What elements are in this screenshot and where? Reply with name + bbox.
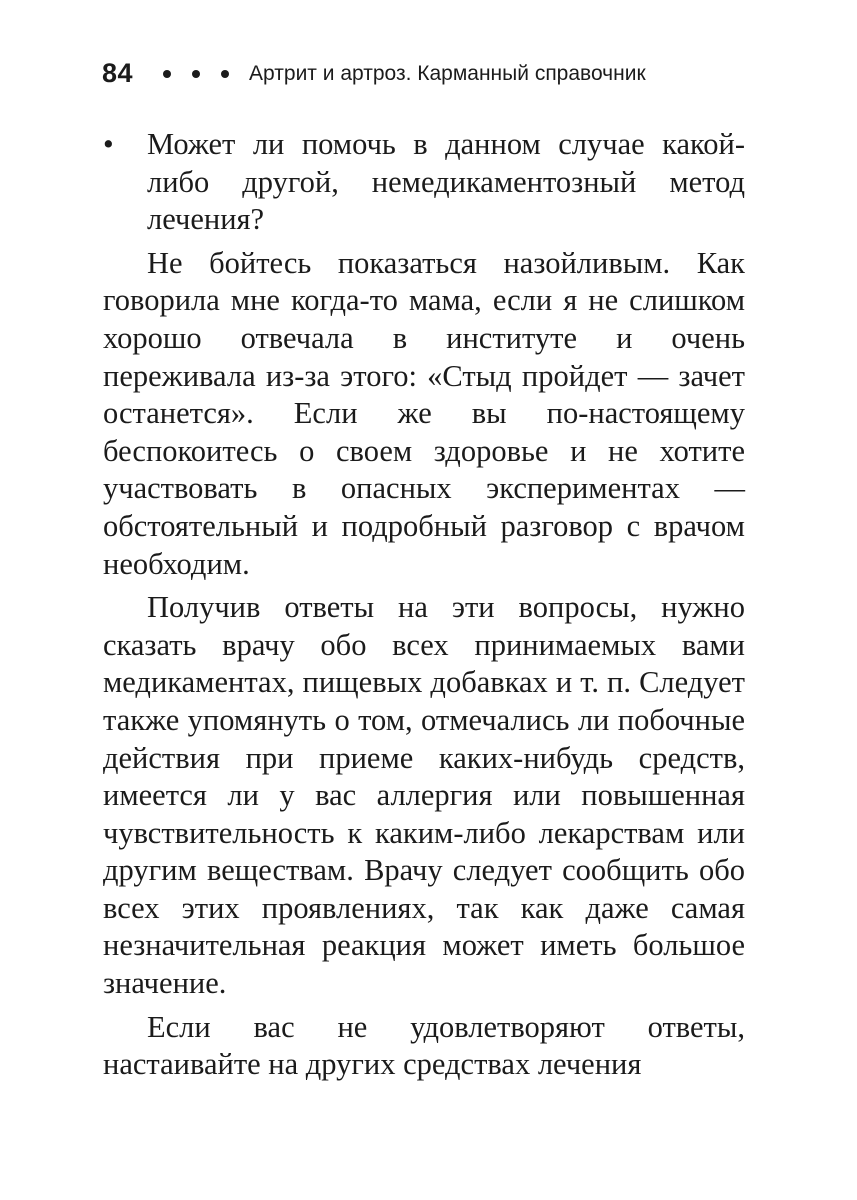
dot-icon: [221, 70, 229, 78]
dot-icon: [163, 70, 171, 78]
running-title: Артрит и артроз. Карманный справочник: [249, 61, 646, 85]
running-header: [102, 58, 646, 89]
paragraph: Не бойтесь показаться назойливым. Как говорила мне когда-то мама, если я не слишком хорошо отвечала в институте и очень переживала из-за этого: «Стыд пройдет — зачет останется». Если же вы по-настоящему беспокоитесь о своем здоровье и не хотите участвовать в опасных экспериментах — обстоятельный и подробный разговор с врачом необходим.: [103, 245, 745, 581]
page-number: 84: [102, 58, 134, 88]
bullet-question: [103, 126, 745, 239]
dot-icon: [192, 70, 200, 78]
bullet-icon: •: [103, 127, 114, 161]
page-body: [103, 126, 745, 1084]
paragraph: Если вас не удовлетворяют ответы, настаивайте на других средствах лечения: [103, 1009, 745, 1082]
header-dots: [163, 70, 229, 78]
paragraph: Получив ответы на эти вопросы, нужно сказать врачу обо всех принимаемых вами медикаментах, пищевых добавках и т. п. Следует также упомянуть о том, отмечались ли побочные действия при приеме каких-нибудь средств, имеется ли у вас аллергия или повышенная чувствительность к каким-либо лекарствам или другим веществам. Врачу следует сообщить обо всех этих проявлениях, так как даже самая незначительная реакция может иметь большое значение.: [103, 590, 745, 1001]
bullet-text: Может ли помочь в данном случае какой-либо другой, немедикаментозный метод лечения?: [147, 127, 745, 237]
